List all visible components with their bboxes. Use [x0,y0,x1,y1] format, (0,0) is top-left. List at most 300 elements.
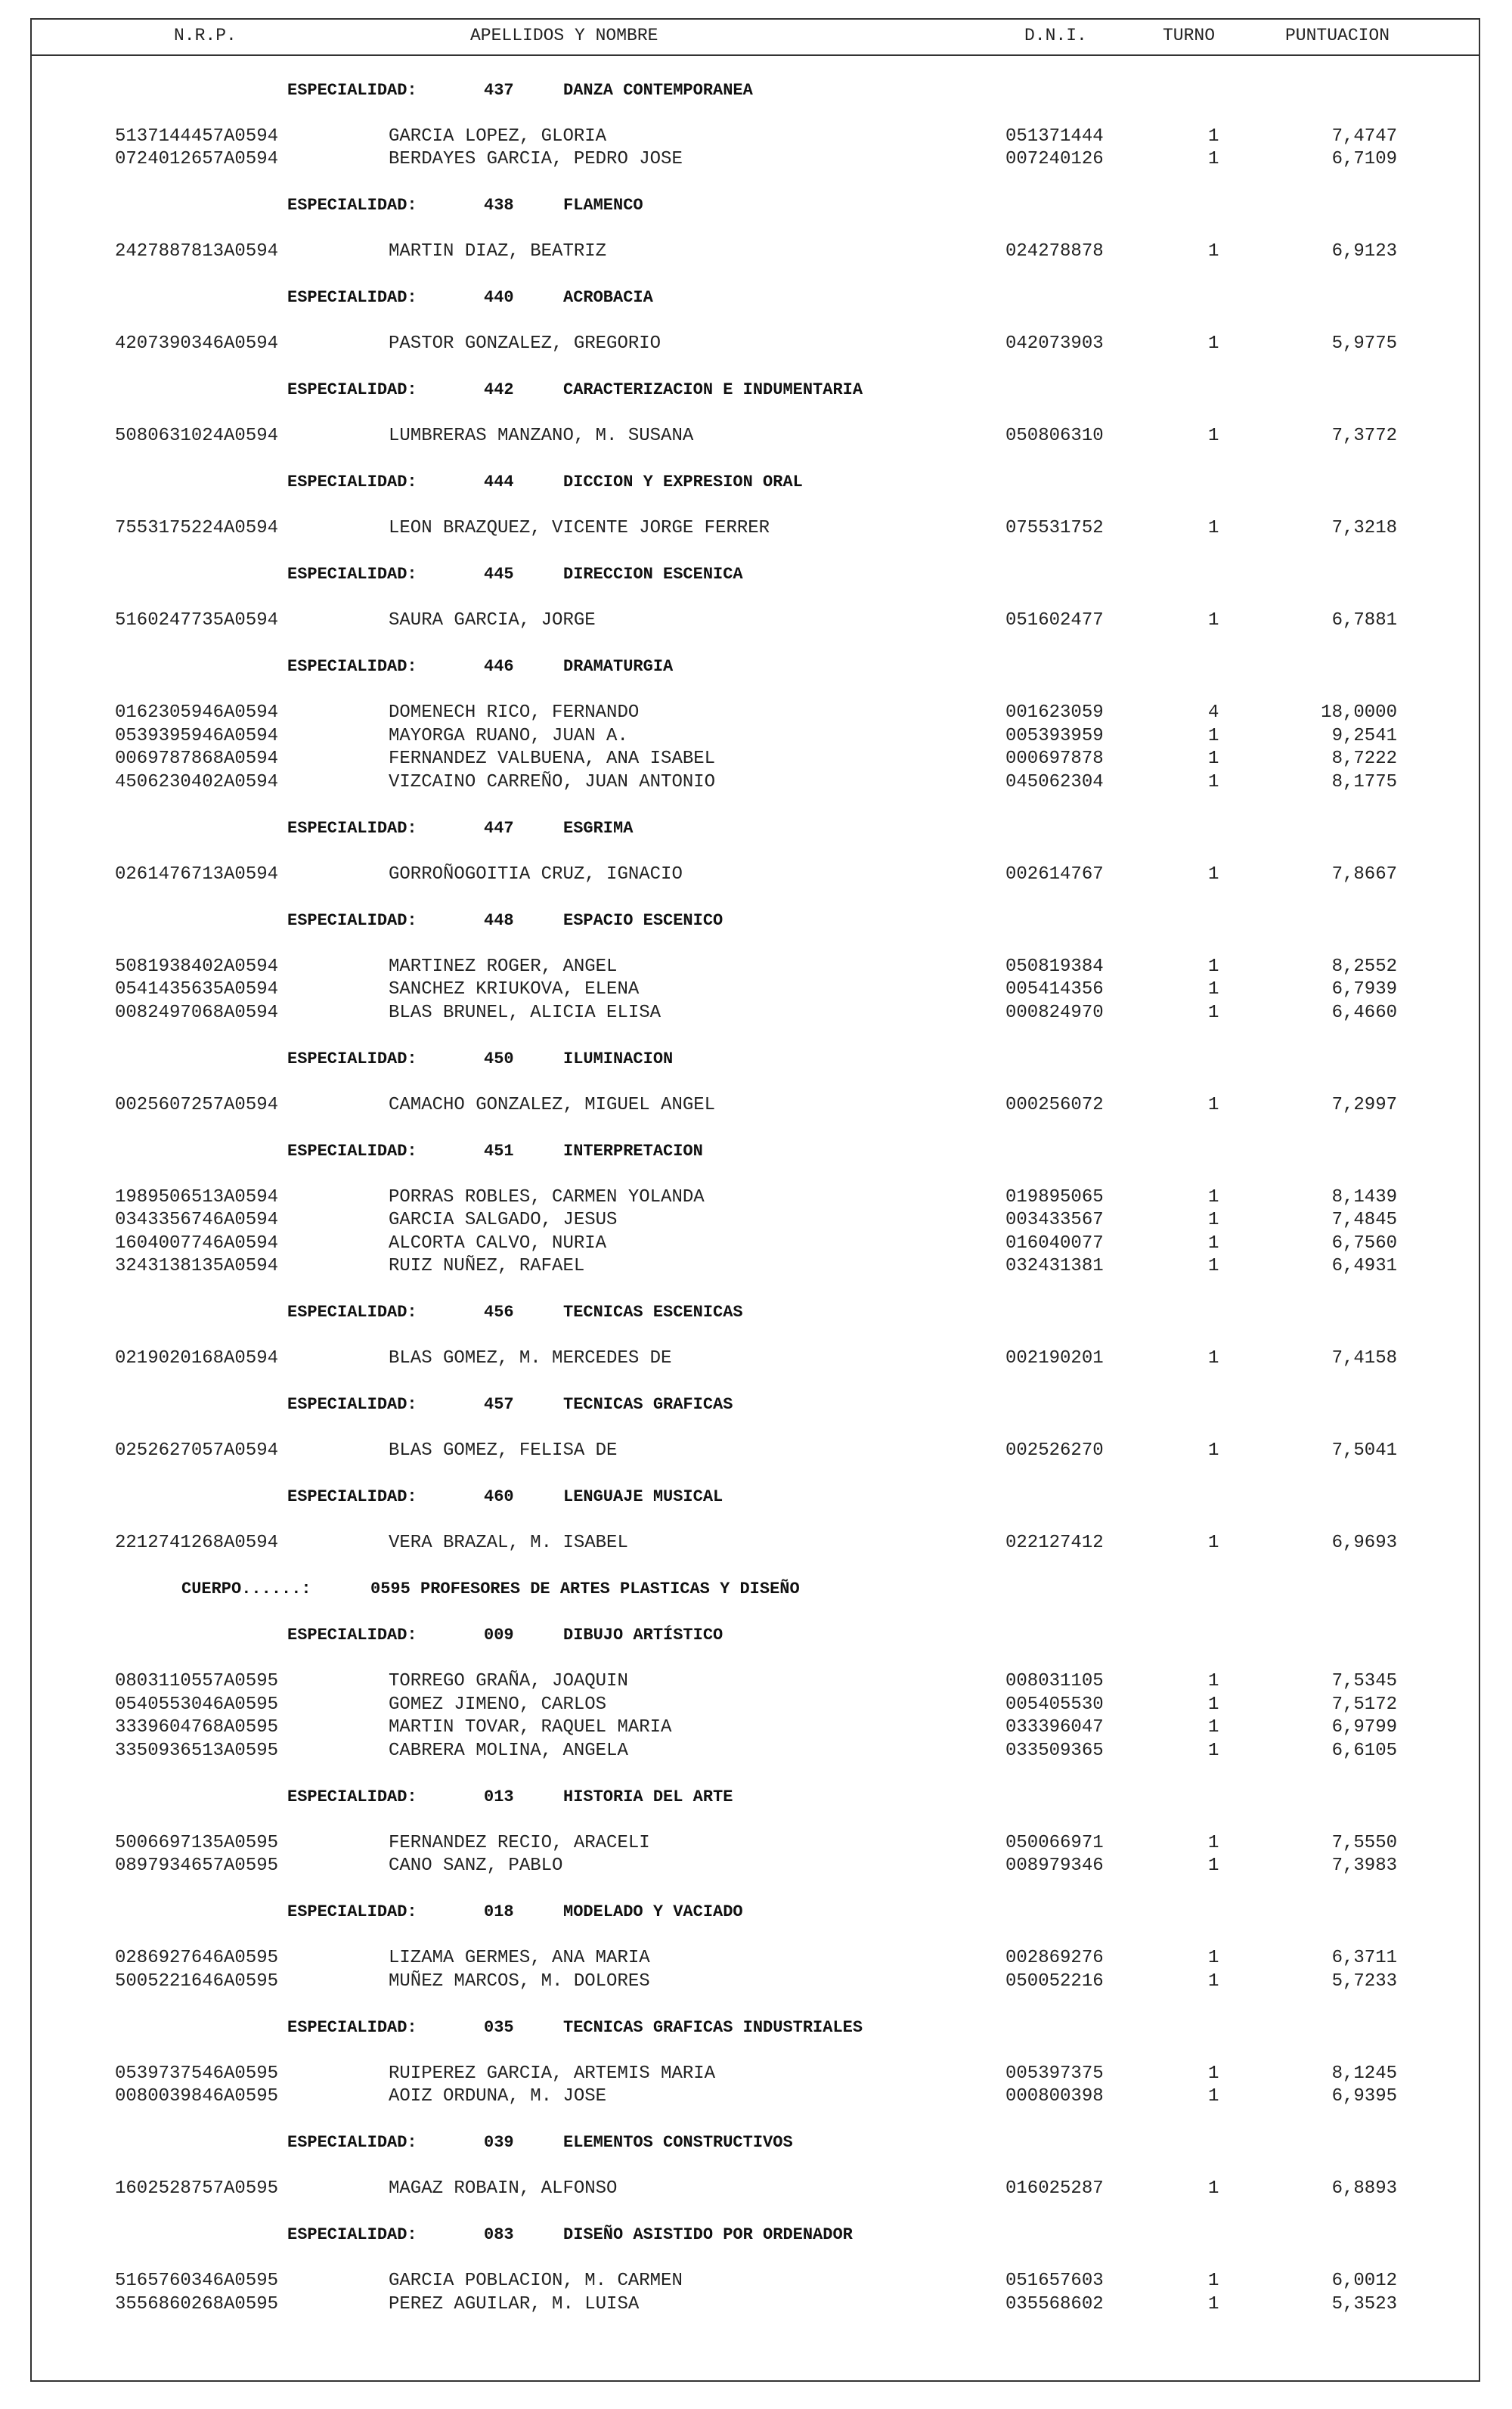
section-heading [30,2224,1480,2247]
row-puntuacion: 7,3218 [1331,518,1397,538]
section-name: ILUMINACION [563,1049,674,1068]
section-name: LENGUAJE MUSICAL [563,1487,723,1506]
section-label: ESPECIALIDAD: [287,818,417,838]
row-turno: 1 [1208,1856,1219,1876]
table-row [30,2178,1480,2201]
row-nrp: 0286927646A0595 [115,1948,279,1968]
row-puntuacion: 6,4660 [1331,1002,1397,1023]
row-turno: 1 [1208,1256,1219,1276]
table-row [30,333,1480,356]
row-nrp: 0025607257A0594 [115,1094,279,1115]
row-turno: 1 [1208,1832,1219,1853]
header-turno: TURNO [1163,26,1216,45]
row-nrp: 0252627057A0594 [115,1440,279,1461]
section-code: 442 [484,380,514,399]
row-name: GORROÑOGOITIA CRUZ, IGNACIO [389,863,683,885]
row-dni: 033396047 [1005,1717,1104,1738]
row-name: BLAS GOMEZ, FELISA DE [389,1440,618,1461]
row-dni: 022127412 [1005,1533,1104,1553]
row-nrp: 0803110557A0595 [115,1671,279,1691]
row-turno: 1 [1208,2293,1219,2314]
table-row [30,2293,1480,2317]
section-code: 456 [484,1303,514,1322]
row-nrp: 0539395946A0594 [115,725,279,746]
row-turno: 1 [1208,518,1219,538]
section-code: 448 [484,910,514,930]
table-row [30,1947,1480,1970]
row-name: GARCIA LOPEZ, GLORIA [389,126,607,147]
row-puntuacion: 6,9123 [1331,241,1397,262]
row-puntuacion: 7,8667 [1331,863,1397,885]
row-nrp: 2427887813A0594 [115,241,279,262]
section-heading [30,1394,1480,1417]
row-turno: 1 [1208,1740,1219,1761]
row-name: MAYORGA RUANO, JUAN A. [389,725,628,746]
row-nrp: 7553175224A0594 [115,518,279,538]
row-dni: 005414356 [1005,979,1104,1000]
row-name: MARTIN TOVAR, RAQUEL MARIA [389,1717,672,1738]
row-name: PEREZ AGUILAR, M. LUISA [389,2293,640,2314]
section-name: HISTORIA DEL ARTE [563,1787,733,1806]
row-turno: 1 [1208,2178,1219,2199]
row-nrp: 0540553046A0595 [115,1694,279,1715]
table-row [30,148,1480,172]
section-heading [30,1140,1480,1164]
row-turno: 1 [1208,1440,1219,1461]
row-dni: 002869276 [1005,1948,1104,1968]
row-nrp: 4207390346A0594 [115,333,279,354]
row-nrp: 5005221646A0595 [115,1970,279,1992]
row-puntuacion: 5,3523 [1331,2293,1397,2314]
row-nrp: 0261476713A0594 [115,863,279,885]
section-code: 083 [484,2225,514,2244]
section-code: 018 [484,1902,514,1921]
row-name: FERNANDEZ RECIO, ARACELI [389,1832,650,1853]
row-turno: 1 [1208,241,1219,262]
row-name: PASTOR GONZALEZ, GREGORIO [389,333,662,354]
table-row [30,1094,1480,1118]
table-row [30,1232,1480,1256]
row-turno: 1 [1208,2063,1219,2084]
row-nrp: 5160247735A0594 [115,610,279,631]
section-name: ELEMENTOS CONSTRUCTIVOS [563,2133,793,2152]
section-label: ESPECIALIDAD: [287,1902,417,1921]
section-code: 440 [484,288,514,307]
row-puntuacion: 8,1439 [1331,1186,1397,1208]
row-dni: 003433567 [1005,1210,1104,1230]
row-dni: 050052216 [1005,1970,1104,1992]
section-name: TECNICAS GRAFICAS [563,1395,733,1414]
section-heading [30,563,1480,587]
cuerpo-text: 0595 PROFESORES DE ARTES PLASTICAS Y DISEÑO [370,1580,800,1598]
row-name: AOIZ ORDUNA, M. JOSE [389,2086,607,2107]
header-puntuacion: PUNTUACION [1285,26,1390,45]
row-dni: 051657603 [1005,2271,1104,2291]
row-name: LIZAMA GERMES, ANA MARIA [389,1948,650,1968]
row-dni: 005393959 [1005,725,1104,746]
row-puntuacion: 6,7109 [1331,149,1397,169]
section-label: ESPECIALIDAD: [287,1395,417,1414]
table-row [30,425,1480,448]
row-nrp: 4506230402A0594 [115,771,279,792]
section-heading [30,1786,1480,1809]
section-label: ESPECIALIDAD: [287,657,417,676]
row-nrp: 1602528757A0595 [115,2178,279,2199]
table-row [30,725,1480,749]
row-puntuacion: 7,4845 [1331,1210,1397,1230]
table-row [30,748,1480,771]
row-dni: 001623059 [1005,702,1104,723]
row-dni: 005405530 [1005,1694,1104,1715]
row-turno: 4 [1208,702,1219,723]
row-turno: 1 [1208,1094,1219,1115]
row-dni: 002526270 [1005,1440,1104,1461]
row-puntuacion: 7,4158 [1331,1348,1397,1369]
section-heading [30,287,1480,310]
section-heading [30,910,1480,933]
row-dni: 032431381 [1005,1256,1104,1276]
row-puntuacion: 8,1245 [1331,2063,1397,2084]
section-name: ESPACIO ESCENICO [563,910,723,930]
row-turno: 1 [1208,725,1219,746]
row-dni: 002190201 [1005,1348,1104,1369]
row-nrp: 0219020168A0594 [115,1348,279,1369]
row-puntuacion: 7,5172 [1331,1694,1397,1715]
section-label: ESPECIALIDAD: [287,1141,417,1161]
section-label: ESPECIALIDAD: [287,1787,417,1806]
row-name: MARTINEZ ROGER, ANGEL [389,956,618,977]
row-dni: 050819384 [1005,956,1104,977]
section-code: 446 [484,657,514,676]
row-name: MUÑEZ MARCOS, M. DOLORES [389,1970,650,1992]
section-label: ESPECIALIDAD: [287,380,417,399]
row-turno: 1 [1208,333,1219,354]
row-name: GOMEZ JIMENO, CARLOS [389,1694,607,1715]
section-label: ESPECIALIDAD: [287,1303,417,1322]
row-name: BLAS BRUNEL, ALICIA ELISA [389,1002,662,1023]
row-turno: 1 [1208,771,1219,792]
row-name: VIZCAINO CARREÑO, JUAN ANTONIO [389,771,716,792]
row-nrp: 0541435635A0594 [115,979,279,1000]
row-turno: 1 [1208,1970,1219,1992]
row-puntuacion: 8,7222 [1331,749,1397,769]
row-puntuacion: 8,2552 [1331,956,1397,977]
section-code: 444 [484,473,514,491]
row-nrp: 0069787868A0594 [115,749,279,769]
table-row [30,863,1480,887]
section-heading [30,1486,1480,1509]
row-puntuacion: 6,9799 [1331,1717,1397,1738]
row-turno: 1 [1208,126,1219,147]
row-dni: 033509365 [1005,1740,1104,1761]
section-label: ESPECIALIDAD: [287,288,417,307]
section-label: ESPECIALIDAD: [287,2133,417,2152]
table-row [30,1740,1480,1763]
section-name: FLAMENCO [563,196,643,215]
table-row [30,240,1480,264]
row-nrp: 5165760346A0595 [115,2271,279,2291]
row-name: SANCHEZ KRIUKOVA, ELENA [389,979,640,1000]
row-nrp: 3339604768A0595 [115,1717,279,1738]
table-row [30,126,1480,149]
row-dni: 008979346 [1005,1856,1104,1876]
row-name: CAMACHO GONZALEZ, MIGUEL ANGEL [389,1094,716,1115]
cuerpo-label: CUERPO......: [181,1580,311,1598]
row-nrp: 5080631024A0594 [115,426,279,446]
row-name: ALCORTA CALVO, NURIA [389,1232,607,1254]
row-name: TORREGO GRAÑA, JOAQUIN [389,1671,628,1691]
row-nrp: 0082497068A0594 [115,1002,279,1023]
cuerpo-heading [30,1578,1480,1601]
row-nrp: 3556860268A0595 [115,2293,279,2314]
section-code: 445 [484,565,514,584]
header-name: APELLIDOS Y NOMBRE [470,26,658,45]
row-turno: 1 [1208,426,1219,446]
table-row [30,956,1480,979]
table-row [30,1255,1480,1279]
table-row [30,1186,1480,1210]
row-dni: 045062304 [1005,771,1104,792]
row-name: LEON BRAZQUEZ, VICENTE JORGE FERRER [389,518,770,538]
row-puntuacion: 7,4747 [1331,126,1397,147]
row-nrp: 5081938402A0594 [115,956,279,977]
row-name: GARCIA POBLACION, M. CARMEN [389,2271,683,2291]
row-dni: 008031105 [1005,1671,1104,1691]
section-heading [30,1624,1480,1648]
row-dni: 016040077 [1005,1232,1104,1254]
table-row [30,1002,1480,1025]
section-label: ESPECIALIDAD: [287,1487,417,1506]
row-name: LUMBRERAS MANZANO, M. SUSANA [389,426,694,446]
section-name: DANZA CONTEMPORANEA [563,80,753,100]
section-name: ACROBACIA [563,288,653,307]
section-code: 009 [484,1626,514,1645]
section-name: INTERPRETACION [563,1141,703,1161]
row-name: DOMENECH RICO, FERNANDO [389,702,640,723]
section-name: TECNICAS ESCENICAS [563,1303,743,1322]
row-turno: 1 [1208,1717,1219,1738]
table-row [30,2085,1480,2109]
row-turno: 1 [1208,1948,1219,1968]
row-puntuacion: 6,0012 [1331,2271,1397,2291]
section-label: ESPECIALIDAD: [287,473,417,491]
table-row [30,1970,1480,1994]
row-turno: 1 [1208,149,1219,169]
row-dni: 002614767 [1005,863,1104,885]
row-puntuacion: 6,7881 [1331,610,1397,631]
section-label: ESPECIALIDAD: [287,2225,417,2244]
section-heading [30,1301,1480,1325]
row-turno: 1 [1208,1186,1219,1208]
row-name: GARCIA SALGADO, JESUS [389,1210,618,1230]
row-nrp: 0162305946A0594 [115,702,279,723]
section-heading [30,1901,1480,1924]
row-dni: 050066971 [1005,1832,1104,1853]
table-row [30,1716,1480,1740]
row-turno: 1 [1208,1232,1219,1254]
section-label: ESPECIALIDAD: [287,910,417,930]
section-code: 447 [484,818,514,838]
row-dni: 051371444 [1005,126,1104,147]
row-name: CANO SANZ, PABLO [389,1856,563,1876]
row-dni: 051602477 [1005,610,1104,631]
section-name: DIBUJO ARTÍSTICO [563,1626,723,1645]
header-nrp: N.R.P. [174,26,237,45]
row-puntuacion: 6,9693 [1331,1533,1397,1553]
row-puntuacion: 5,7233 [1331,1970,1397,1992]
section-name: DRAMATURGIA [563,657,674,676]
row-nrp: 2212741268A0594 [115,1533,279,1553]
row-puntuacion: 6,7939 [1331,979,1397,1000]
table-row [30,1855,1480,1878]
row-puntuacion: 5,9775 [1331,333,1397,354]
row-puntuacion: 6,9395 [1331,2086,1397,2107]
section-code: 013 [484,1787,514,1806]
table-row [30,771,1480,795]
table-row [30,1670,1480,1694]
row-nrp: 0080039846A0595 [115,2086,279,2107]
row-dni: 005397375 [1005,2063,1104,2084]
section-label: ESPECIALIDAD: [287,196,417,215]
section-name: CARACTERIZACION E INDUMENTARIA [563,380,863,399]
row-turno: 1 [1208,1210,1219,1230]
table-row [30,1694,1480,1717]
row-turno: 1 [1208,1694,1219,1715]
section-name: ESGRIMA [563,818,634,838]
table-row [30,702,1480,725]
section-name: DIRECCION ESCENICA [563,565,743,584]
row-name: VERA BRAZAL, M. ISABEL [389,1533,628,1553]
row-name: RUIPEREZ GARCIA, ARTEMIS MARIA [389,2063,716,2084]
table-row [30,2063,1480,2086]
row-dni: 016025287 [1005,2178,1104,2199]
section-code: 450 [484,1049,514,1068]
row-dni: 042073903 [1005,333,1104,354]
section-code: 438 [484,196,514,215]
listing-body [30,56,1480,2339]
table-row [30,978,1480,1002]
row-puntuacion: 7,5041 [1331,1440,1397,1461]
section-code: 437 [484,80,514,100]
section-heading [30,379,1480,402]
section-code: 451 [484,1141,514,1161]
row-nrp: 1604007746A0594 [115,1232,279,1254]
section-name: DICCION Y EXPRESION ORAL [563,473,803,491]
row-name: SAURA GARCIA, JORGE [389,610,596,631]
table-row [30,1440,1480,1463]
section-heading [30,2132,1480,2155]
table-row [30,609,1480,633]
section-code: 457 [484,1395,514,1414]
row-turno: 1 [1208,1348,1219,1369]
row-puntuacion: 6,6105 [1331,1740,1397,1761]
table-row [30,1832,1480,1856]
row-puntuacion: 6,8893 [1331,2178,1397,2199]
row-nrp: 3243138135A0594 [115,1256,279,1276]
row-turno: 1 [1208,1002,1219,1023]
section-heading [30,79,1480,103]
row-dni: 024278878 [1005,241,1104,262]
section-name: DISEÑO ASISTIDO POR ORDENADOR [563,2225,853,2244]
section-label: ESPECIALIDAD: [287,80,417,100]
row-nrp: 0897934657A0595 [115,1856,279,1876]
row-puntuacion: 18,0000 [1321,702,1397,723]
row-nrp: 0724012657A0594 [115,149,279,169]
row-nrp: 3350936513A0595 [115,1740,279,1761]
row-turno: 1 [1208,956,1219,977]
row-turno: 1 [1208,863,1219,885]
row-name: BERDAYES GARCIA, PEDRO JOSE [389,149,683,169]
row-puntuacion: 7,5550 [1331,1832,1397,1853]
row-puntuacion: 8,1775 [1331,771,1397,792]
table-row [30,1532,1480,1555]
row-dni: 000697878 [1005,749,1104,769]
row-turno: 1 [1208,749,1219,769]
row-dni: 000824970 [1005,1002,1104,1023]
row-name: FERNANDEZ VALBUENA, ANA ISABEL [389,749,716,769]
section-code: 460 [484,1487,514,1506]
row-dni: 000800398 [1005,2086,1104,2107]
row-nrp: 5137144457A0594 [115,126,279,147]
section-label: ESPECIALIDAD: [287,1626,417,1645]
row-puntuacion: 6,4931 [1331,1256,1397,1276]
row-nrp: 0539737546A0595 [115,2063,279,2084]
table-row [30,517,1480,541]
row-turno: 1 [1208,2086,1219,2107]
row-puntuacion: 6,3711 [1331,1948,1397,1968]
row-turno: 1 [1208,979,1219,1000]
section-name: TECNICAS GRAFICAS INDUSTRIALES [563,2017,863,2037]
row-dni: 000256072 [1005,1094,1104,1115]
row-nrp: 5006697135A0595 [115,1832,279,1853]
row-dni: 075531752 [1005,518,1104,538]
row-nrp: 1989506513A0594 [115,1186,279,1208]
header-dni: D.N.I. [1024,26,1087,45]
row-name: PORRAS ROBLES, CARMEN YOLANDA [389,1186,705,1208]
section-heading [30,471,1480,495]
row-puntuacion: 7,5345 [1331,1671,1397,1691]
row-name: MAGAZ ROBAIN, ALFONSO [389,2178,618,2199]
row-turno: 1 [1208,2271,1219,2291]
row-name: MARTIN DIAZ, BEATRIZ [389,241,607,262]
row-dni: 050806310 [1005,426,1104,446]
table-row [30,1209,1480,1232]
section-code: 039 [484,2133,514,2152]
section-heading [30,1048,1480,1071]
section-name: MODELADO Y VACIADO [563,1902,743,1921]
row-dni: 035568602 [1005,2293,1104,2314]
section-heading [30,194,1480,218]
row-name: BLAS GOMEZ, M. MERCEDES DE [389,1348,672,1369]
row-puntuacion: 7,2997 [1331,1094,1397,1115]
row-puntuacion: 9,2541 [1331,725,1397,746]
row-turno: 1 [1208,610,1219,631]
row-puntuacion: 7,3983 [1331,1856,1397,1876]
row-puntuacion: 7,3772 [1331,426,1397,446]
section-code: 035 [484,2017,514,2037]
section-heading [30,2017,1480,2040]
table-row [30,1347,1480,1371]
section-label: ESPECIALIDAD: [287,1049,417,1068]
row-name: RUIZ NUÑEZ, RAFAEL [389,1256,585,1276]
row-puntuacion: 6,7560 [1331,1232,1397,1254]
row-dni: 007240126 [1005,149,1104,169]
section-label: ESPECIALIDAD: [287,2017,417,2037]
section-heading [30,656,1480,679]
section-label: ESPECIALIDAD: [287,565,417,584]
table-row [30,2270,1480,2293]
row-name: CABRERA MOLINA, ANGELA [389,1740,628,1761]
